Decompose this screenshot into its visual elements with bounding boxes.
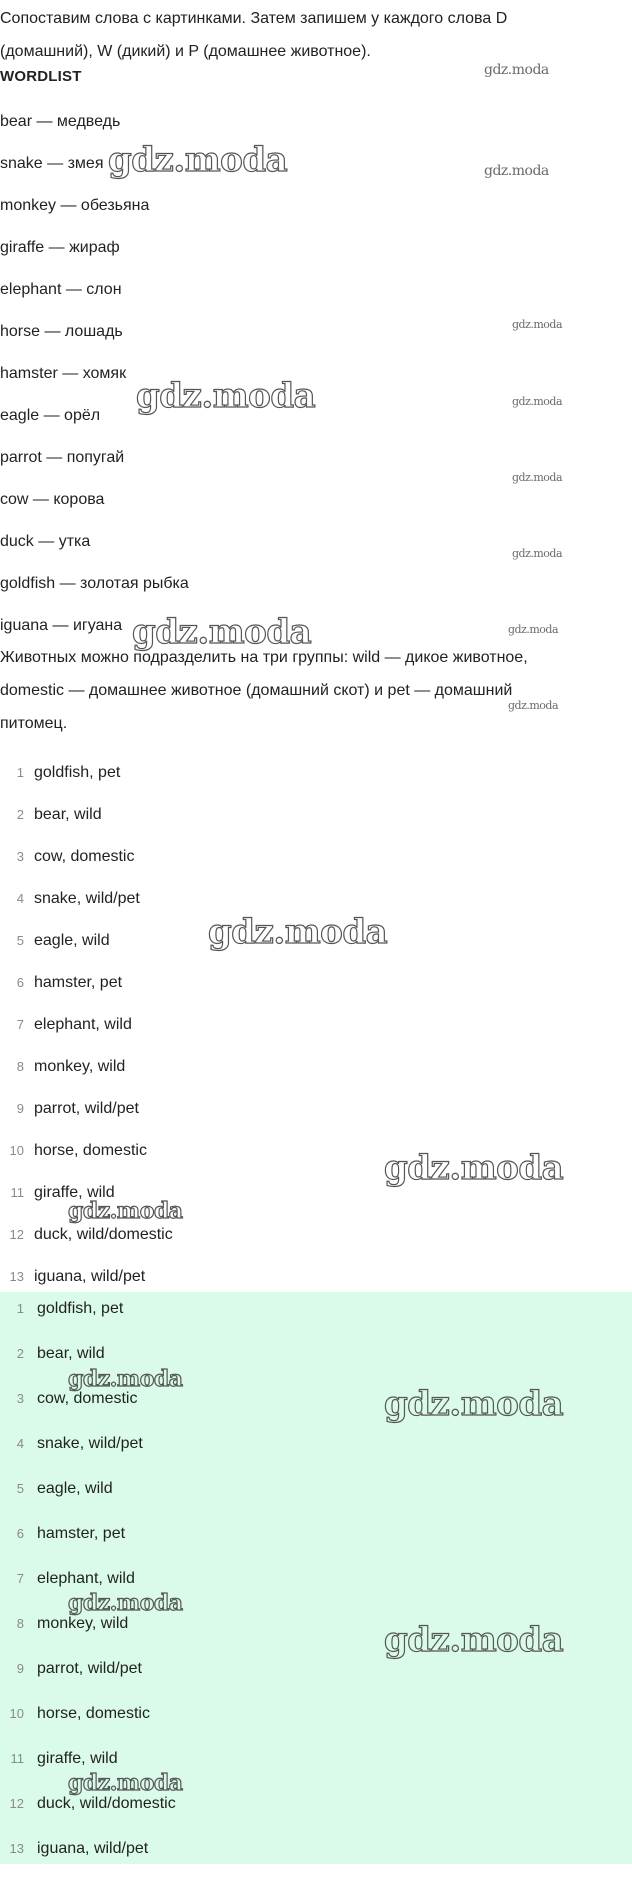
watermark: gdz.moda xyxy=(508,623,559,636)
item-number: 8 xyxy=(16,1616,24,1631)
list-item xyxy=(0,1343,632,1388)
list-item xyxy=(0,888,632,930)
item-number: 1 xyxy=(16,1301,24,1316)
list-item xyxy=(0,1748,632,1793)
watermark: gdz.moda xyxy=(68,1198,183,1224)
list-item xyxy=(0,1523,632,1568)
item-number: 3 xyxy=(16,849,24,864)
list-item xyxy=(0,804,632,846)
list-item xyxy=(0,1298,632,1343)
word-item: elephant — слон xyxy=(0,281,122,298)
groups-text: Животных можно подразделить на три группы: wild — дикое животное, domestic — домашнее животное (домашний скот) и pet — домашний питомец. xyxy=(0,649,528,732)
item-number: 11 xyxy=(10,1185,24,1200)
watermark: gdz.moda xyxy=(484,62,549,78)
answer-list xyxy=(0,762,632,1308)
item-number: 2 xyxy=(16,807,24,822)
item-number: 8 xyxy=(16,1059,24,1074)
word-item: horse — лошадь xyxy=(0,323,123,340)
list-item xyxy=(0,1182,632,1224)
item-text: horse, domestic xyxy=(37,1705,150,1722)
item-text: horse, domestic xyxy=(34,1142,147,1159)
item-number: 9 xyxy=(16,1101,24,1116)
watermark: gdz.moda xyxy=(508,699,559,712)
item-number: 9 xyxy=(16,1661,24,1676)
item-text: monkey, wild xyxy=(37,1615,129,1632)
item-text: snake, wild/pet xyxy=(37,1435,143,1452)
watermark: gdz.moda xyxy=(136,376,316,416)
item-text: hamster, pet xyxy=(37,1525,126,1542)
watermark: gdz.moda xyxy=(132,612,312,652)
item-number: 7 xyxy=(16,1017,24,1032)
item-text: monkey, wild xyxy=(34,1058,126,1075)
item-text: cow, domestic xyxy=(34,848,135,865)
watermark: gdz.moda xyxy=(512,395,563,408)
list-item xyxy=(0,1433,632,1478)
item-number: 5 xyxy=(16,933,24,948)
word-item: cow — корова xyxy=(0,491,105,508)
intro-text: Сопоставим слова с картинками. Затем запишем у каждого слова D (домашний), W (дикий) и P (домашнее животное). xyxy=(0,10,508,60)
word-item: eagle — орёл xyxy=(0,407,101,424)
word-item: snake — змея xyxy=(0,155,104,172)
item-text: elephant, wild xyxy=(34,1016,132,1033)
item-text: goldfish, pet xyxy=(37,1300,124,1317)
item-text: duck, wild/domestic xyxy=(34,1226,173,1243)
highlighted-answer-list xyxy=(0,1298,632,1883)
list-item xyxy=(0,1793,632,1838)
watermark: gdz.moda xyxy=(484,163,549,179)
item-number: 12 xyxy=(9,1796,24,1811)
item-text: bear, wild xyxy=(37,1345,105,1362)
watermark: gdz.moda xyxy=(512,547,563,560)
item-number: 4 xyxy=(16,891,24,906)
list-item xyxy=(0,1388,632,1433)
list-item xyxy=(0,1140,632,1182)
list-item xyxy=(0,972,632,1014)
word-item: hamster — хомяк xyxy=(0,365,127,382)
word-item: monkey — обезьяна xyxy=(0,197,150,214)
list-item xyxy=(0,1098,632,1140)
list-item xyxy=(0,846,632,888)
list-item xyxy=(0,1056,632,1098)
list-item xyxy=(0,930,632,972)
item-number: 6 xyxy=(16,1526,24,1541)
item-number: 7 xyxy=(16,1571,24,1586)
wordlist-heading: WORDLIST xyxy=(0,68,82,85)
item-text: snake, wild/pet xyxy=(34,890,140,907)
watermark: gdz.moda xyxy=(512,471,563,484)
list-item xyxy=(0,1703,632,1748)
item-text: giraffe, wild xyxy=(37,1750,118,1767)
item-number: 10 xyxy=(9,1706,24,1721)
item-number: 13 xyxy=(9,1841,24,1856)
item-text: cow, domestic xyxy=(37,1390,138,1407)
item-text: giraffe, wild xyxy=(34,1184,115,1201)
item-text: bear, wild xyxy=(34,806,102,823)
item-text: eagle, wild xyxy=(37,1480,113,1497)
item-text: parrot, wild/pet xyxy=(37,1660,142,1677)
watermark: gdz.moda xyxy=(208,912,388,952)
item-number: 10 xyxy=(9,1143,24,1158)
item-text: eagle, wild xyxy=(34,932,110,949)
item-number: 3 xyxy=(16,1391,24,1406)
item-text: parrot, wild/pet xyxy=(34,1100,139,1117)
list-item xyxy=(0,1478,632,1523)
item-number: 4 xyxy=(16,1436,24,1451)
list-item xyxy=(0,1568,632,1613)
item-text: iguana, wild/pet xyxy=(34,1268,146,1285)
item-text: elephant, wild xyxy=(37,1570,135,1587)
item-text: hamster, pet xyxy=(34,974,123,991)
list-item xyxy=(0,1658,632,1703)
watermark: gdz.moda xyxy=(108,140,288,180)
item-number: 1 xyxy=(16,765,24,780)
item-number: 11 xyxy=(10,1751,24,1766)
word-item: giraffe — жираф xyxy=(0,239,120,256)
word-item: parrot — попугай xyxy=(0,449,125,466)
watermark: gdz.moda xyxy=(384,1148,564,1188)
word-item: duck — утка xyxy=(0,533,91,550)
watermark: gdz.moda xyxy=(512,318,563,331)
list-item xyxy=(0,1838,632,1883)
item-number: 12 xyxy=(9,1227,24,1242)
item-number: 2 xyxy=(16,1346,24,1361)
word-item: iguana — игуана xyxy=(0,617,123,634)
word-item: bear — медведь xyxy=(0,113,121,130)
item-number: 5 xyxy=(16,1481,24,1496)
list-item xyxy=(0,1613,632,1658)
wordlist xyxy=(0,111,600,657)
list-item xyxy=(0,1224,632,1266)
item-number: 6 xyxy=(16,975,24,990)
list-item xyxy=(0,1014,632,1056)
item-text: iguana, wild/pet xyxy=(37,1840,149,1857)
item-text: duck, wild/domestic xyxy=(37,1795,176,1812)
list-item xyxy=(0,762,632,804)
item-number: 13 xyxy=(9,1269,24,1284)
word-item: goldfish — золотая рыбка xyxy=(0,575,189,592)
item-text: goldfish, pet xyxy=(34,764,121,781)
